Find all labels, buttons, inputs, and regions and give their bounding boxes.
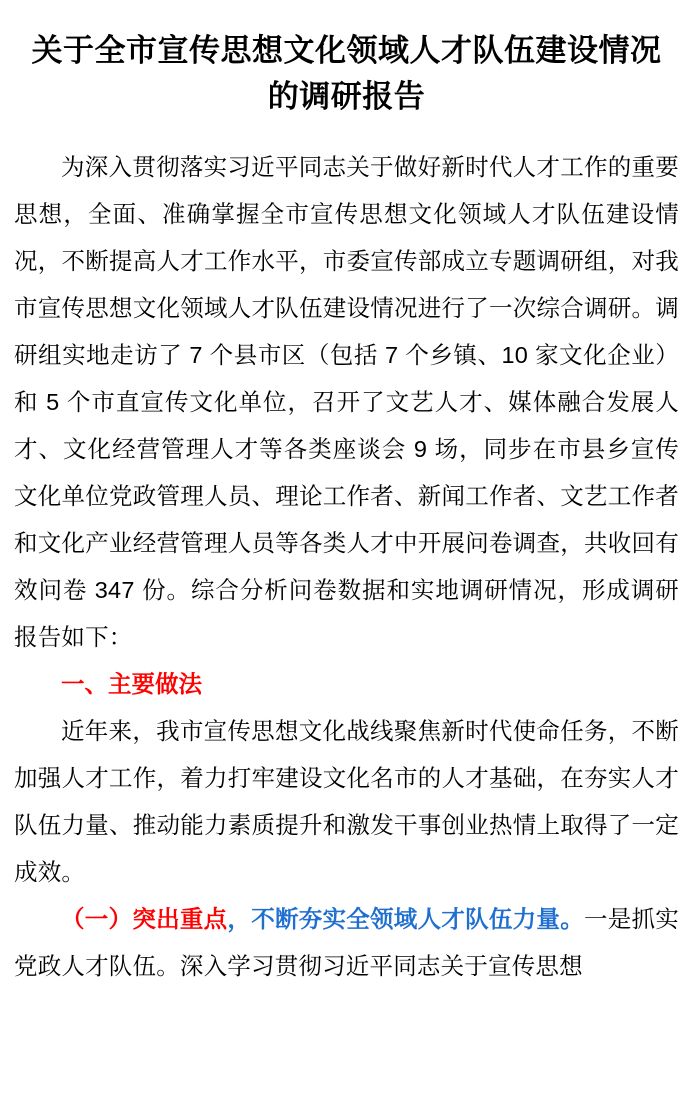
subheading-number: （一）	[61, 906, 133, 932]
paragraph-recent-years: 近年来，我市宣传思想文化战线聚焦新时代使命任务，不断加强人才工作，着力打牢建设文化名市的人才基础，在夯实人才队伍力量、推动能力素质提升和激发干事创业热情上取得了一定成效。	[14, 718, 679, 885]
subheading-part-red: 突出重点	[132, 906, 228, 932]
section-heading-one: 一、主要做法	[61, 671, 202, 697]
paragraph-subsection-one	[14, 896, 679, 990]
subheading-part-blue: 不断夯实全领域人才队伍力量。	[251, 906, 584, 932]
subsection-body-text: 一是抓实党政人才队伍。深入学习贯彻习近平同志关于宣传思想	[14, 906, 679, 979]
paragraph-intro: 为深入贯彻落实习近平同志关于做好新时代人才工作的重要思想，全面、准确掌握全市宣传思想文化领域人才队伍建设情况，不断提高人才工作水平，市委宣传部成立专题调研组，对我市宣传思想文化领域人才队伍建设情况进行了一次综合调研。调研组实地走访了 7 个县市区（包括 7 个乡镇、10 家文化企业）和 5 个市直宣传文化单位，召开了文艺人才、媒体融合发展人才、文化经营管理人才等各类座谈会 9 场，同步在市县乡宣传文化单位党政管理人员、理论工作者、新闻工作者、文艺工作者和文化产业经营管理人员等各类人才中开展问卷调查，共收回有效问卷 347 份。综合分析问卷数据和实地调研情况，形成调研报告如下：	[14, 154, 679, 650]
page-title: 关于全市宣传思想文化领域人才队伍建设情况的调研报告	[31, 33, 662, 114]
subheading-separator: ，	[227, 906, 252, 932]
